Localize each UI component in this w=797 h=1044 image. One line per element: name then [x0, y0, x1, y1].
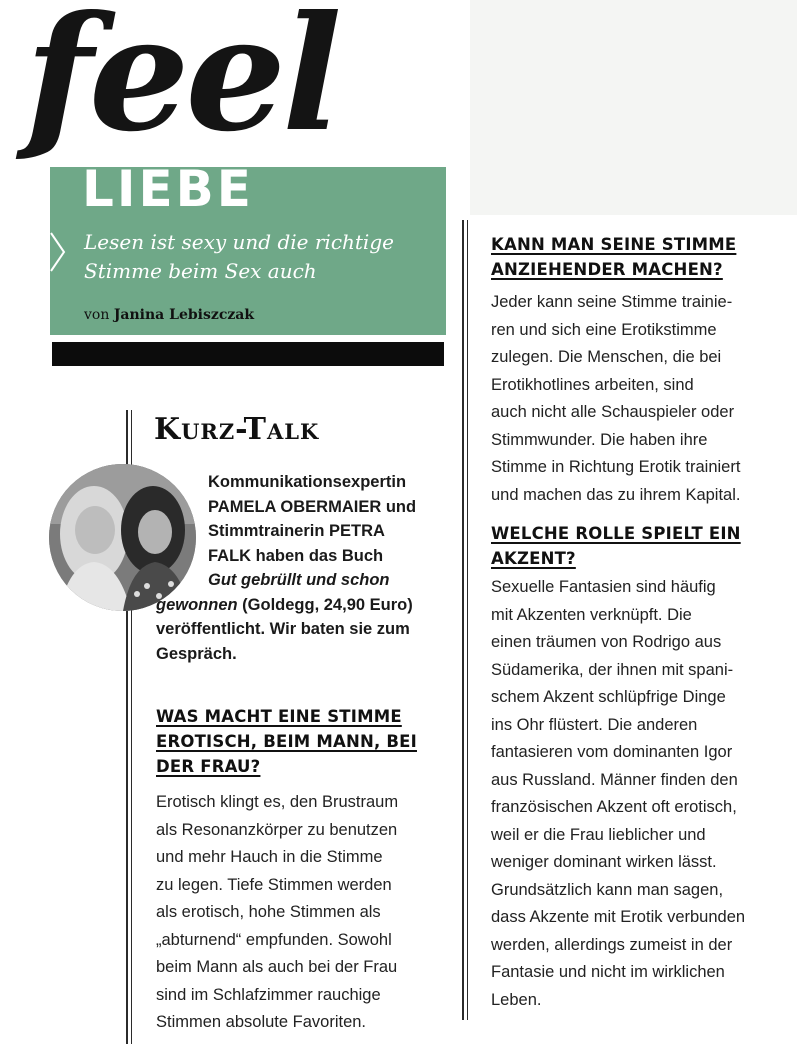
question-line: DER FRAU? — [156, 757, 261, 776]
intro-line: Kommunikationsexpertin — [208, 473, 407, 491]
intro-line: Gespräch. — [156, 644, 237, 663]
section-title: LIEBE — [82, 160, 254, 218]
header-divider-bar — [52, 342, 444, 366]
answer-line: als Resonanzkörper zu benutzen — [156, 820, 398, 839]
question-2 — [491, 232, 791, 282]
answer-line: Stimmen absolute Favoriten. — [156, 1013, 367, 1031]
answer-line: aus Russland. Männer finden den — [491, 770, 738, 789]
book-title-line: Gut gebrüllt und schon — [208, 571, 390, 589]
answer-line: Erotikhotlines arbeiten, sind — [491, 375, 694, 394]
question-3 — [491, 521, 791, 571]
answer-line: sind im Schlafzimmer rauchige — [156, 985, 381, 1004]
interview-heading: Kurz-Talk — [154, 412, 320, 447]
answer-1 — [156, 789, 456, 1037]
byline — [84, 307, 254, 323]
intro-line: veröffentlicht. Wir baten sie zum — [156, 620, 410, 638]
answer-line: beim Mann als auch bei der Frau — [156, 958, 398, 976]
answer-line: französischen Akzent oft erotisch, — [491, 798, 737, 816]
question-line: WAS MACHT EINE STIMME — [156, 707, 402, 726]
intro-line: FALK haben das Buch — [208, 546, 384, 565]
interview-intro — [156, 470, 456, 666]
question-line: EROTISCH, BEIM MANN, BEI — [156, 732, 417, 751]
answer-line: „abturnend“ empfunden. Sowohl — [156, 930, 392, 949]
answer-line: Stimmwunder. Die haben ihre — [491, 430, 708, 449]
book-title-end: gewonnen — [156, 595, 238, 614]
question-line: ANZIEHENDER MACHEN? — [491, 260, 723, 279]
intro-line: Stimmtrainerin PETRA — [208, 522, 385, 540]
answer-line: Erotisch klingt es, den Brustraum — [156, 793, 399, 811]
answer-line: Leben. — [491, 990, 542, 1009]
answer-line: als erotisch, hohe Stimmen als — [156, 903, 381, 921]
byline-author: Janina Lebiszczak — [113, 307, 255, 323]
intro-line: PAMELA OBERMAIER und — [208, 497, 417, 516]
answer-line: zu legen. Tiefe Stimmen werden — [156, 875, 392, 894]
answer-line: und mehr Hauch in die Stimme — [156, 848, 383, 866]
answer-line: mit Akzenten verknüpft. Die — [491, 605, 692, 624]
subtitle-line-1: Lesen ist sexy und die richtige — [84, 230, 394, 254]
answer-line: auch nicht alle Schauspieler oder — [491, 403, 735, 421]
answer-line: werden, allerdings zumeist in der — [491, 935, 733, 954]
answer-line: Grundsätzlich kann man sagen, — [491, 880, 724, 899]
answer-line: Stimme in Richtung Erotik trainiert — [491, 458, 741, 476]
question-1 — [156, 704, 456, 779]
answer-line: zulegen. Die Menschen, die bei — [491, 348, 722, 366]
answer-line: schem Akzent schlüpfrige Dinge — [491, 688, 726, 706]
answer-line: einen träumen von Rodrigo aus — [491, 633, 722, 651]
answer-line: Südamerika, der ihnen mit spani- — [491, 660, 734, 679]
right-column-rule — [462, 220, 464, 1020]
answer-2 — [491, 289, 791, 509]
answer-line: fantasieren vom dominanten Igor — [491, 743, 733, 761]
answer-line: weniger dominant wirken lässt. — [491, 853, 717, 871]
intro-line: gewonnen (Goldegg, 24,90 Euro) — [156, 595, 413, 614]
byline-prefix: von — [84, 307, 110, 323]
answer-line: Fantasie und nicht im wirklichen — [491, 963, 725, 981]
question-line: AKZENT? — [491, 549, 576, 568]
answer-line: Sexuelle Fantasien sind häufig — [491, 578, 716, 596]
brand-logo: feel — [25, 0, 339, 167]
answer-line: dass Akzente mit Erotik verbunden — [491, 908, 746, 926]
article-subtitle — [84, 228, 434, 286]
answer-line: ren und sich eine Erotikstimme — [491, 320, 717, 339]
answer-line: ins Ohr flüstert. Die anderen — [491, 715, 698, 734]
answer-line: Jeder kann seine Stimme trainie- — [491, 293, 733, 311]
question-line: KANN MAN SEINE STIMME — [491, 235, 737, 254]
subtitle-line-2: Stimme beim Sex auch — [84, 259, 317, 283]
question-line: WELCHE ROLLE SPIELT EIN — [491, 524, 741, 543]
answer-line: und machen das zu ihrem Kapital. — [491, 485, 741, 504]
answer-line: weil er die Frau lieblicher und — [491, 825, 706, 844]
right-column-rule-inner — [467, 220, 468, 1020]
answer-3 — [491, 574, 791, 1014]
chevron-right-icon — [50, 232, 66, 272]
